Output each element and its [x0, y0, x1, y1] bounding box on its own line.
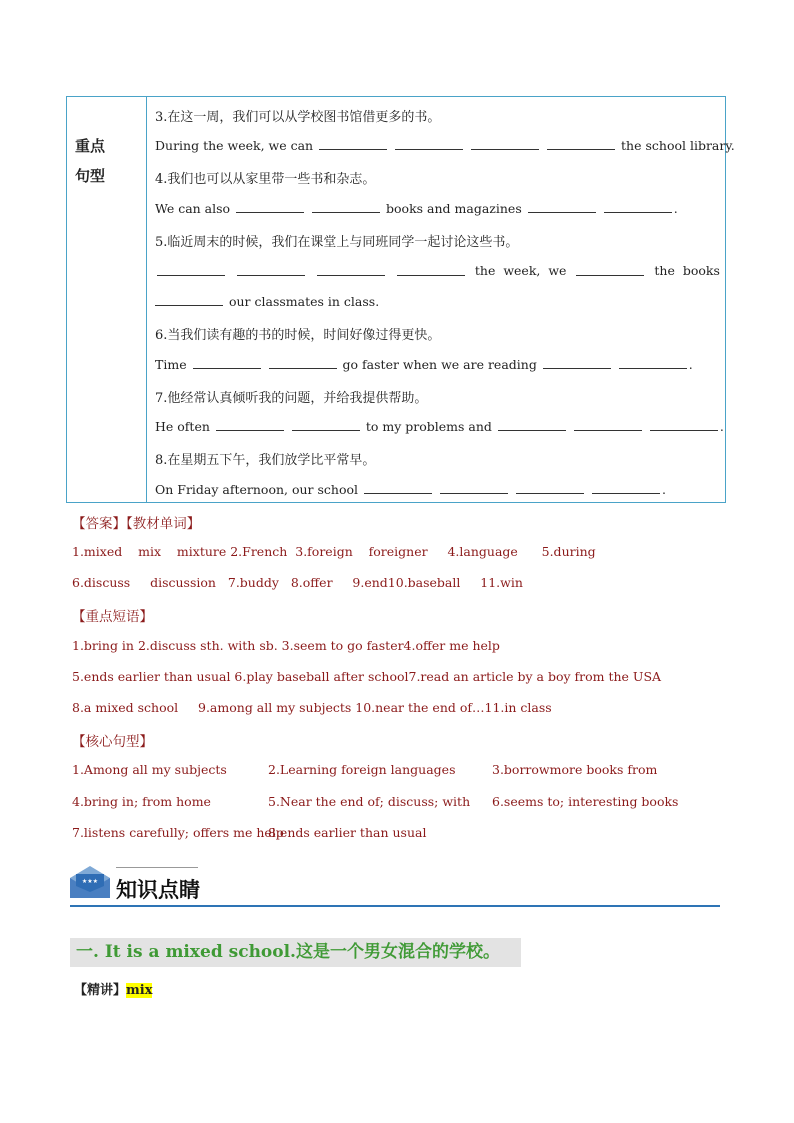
- sentence-answer: 1.Among all my subjects: [72, 762, 227, 777]
- phrases-answers-line2: 5.ends earlier than usual 6.play baseball after school7.read an article by a boy from the USA: [72, 669, 662, 684]
- blank[interactable]: [650, 418, 718, 431]
- sentence-7-chinese: 7.他经常认真倾听我的问题，并给我提供帮助。: [155, 391, 428, 406]
- blank[interactable]: [292, 418, 360, 431]
- sentence-5-word: the: [654, 263, 675, 278]
- sentence-7-text-b: to my problems and: [365, 419, 492, 434]
- blank[interactable]: [193, 356, 261, 369]
- vocab-answers-line1: 1.mixed mix mixture 2.French 3.foreign foreigner 4.language 5.during: [72, 544, 596, 559]
- blank[interactable]: [592, 481, 660, 494]
- svg-text:★★★: ★★★: [81, 878, 99, 885]
- key-sentences-table: [66, 96, 735, 503]
- sentence-5-english-line1: [155, 263, 720, 278]
- blank[interactable]: [364, 481, 432, 494]
- sentence-7-english: [155, 418, 724, 434]
- sentence-5-word: we: [548, 263, 567, 278]
- sentence-6-chinese: 6.当我们读有趣的书的时候，时间好像过得更快。: [155, 328, 441, 343]
- phrases-answers-line1: 1.bring in 2.discuss sth. with sb. 3.seem to go faster4.offer me help: [72, 638, 500, 653]
- blank[interactable]: [619, 356, 687, 369]
- sentence-8-english: [155, 481, 666, 497]
- sentence-4-english: [155, 200, 678, 216]
- blank[interactable]: [395, 137, 463, 150]
- phrases-answers-line3: 8.a mixed school 9.among all my subjects 10.near the end of…11.in class: [72, 700, 552, 715]
- blank[interactable]: [576, 263, 644, 276]
- blank[interactable]: [471, 137, 539, 150]
- blank[interactable]: [236, 200, 304, 213]
- point-title: 一. It is a mixed school.这是一个男女混合的学校。: [70, 938, 521, 967]
- section-heading: [68, 860, 720, 910]
- sentences-header: 【核心句型】: [72, 734, 153, 750]
- sentence-answer: 4.bring in; from home: [72, 794, 211, 809]
- explanation-label: [74, 979, 152, 998]
- table-label-line1: 重点: [75, 137, 106, 155]
- sentence-answer: 7.listens carefully; offers me help: [72, 825, 284, 840]
- sentence-7-text-a: He often: [155, 419, 210, 434]
- blank[interactable]: [547, 137, 615, 150]
- blank[interactable]: [574, 418, 642, 431]
- table-label-line2: 句型: [75, 167, 106, 185]
- phrases-header: 【重点短语】: [72, 609, 153, 625]
- blank[interactable]: [528, 200, 596, 213]
- sentence-answer: 6.seems to; interesting books: [492, 794, 679, 809]
- blank[interactable]: [397, 263, 465, 276]
- sentence-7-text-c: .: [719, 419, 724, 434]
- section-title: 知识点睛: [116, 878, 200, 902]
- explanation-tag: 【精讲】: [74, 983, 127, 998]
- sentence-5-text-b: our classmates in class.: [228, 294, 380, 309]
- sentence-4-chinese: 4.我们也可以从家里带一些书和杂志。: [155, 172, 376, 187]
- section-rule: [70, 905, 720, 907]
- blank[interactable]: [516, 481, 584, 494]
- sentence-5-english-line2: [155, 293, 379, 309]
- sentence-5-word: week,: [503, 263, 541, 278]
- sentence-3-english: [155, 137, 735, 153]
- highlighted-word: mix: [126, 983, 153, 998]
- sentence-3-text-b: the school library.: [621, 138, 735, 153]
- sentence-8-text-b: .: [661, 482, 666, 497]
- sentence-5-word: books: [682, 263, 720, 278]
- sentence-6-text-c: .: [688, 357, 693, 372]
- sentence-answer: 5.Near the end of; discuss; with: [268, 794, 471, 809]
- envelope-stars-icon: [68, 864, 112, 900]
- blank[interactable]: [319, 137, 387, 150]
- heading-top-line: [116, 867, 198, 868]
- blank[interactable]: [216, 418, 284, 431]
- blank[interactable]: [604, 200, 672, 213]
- blank[interactable]: [543, 356, 611, 369]
- sentence-3-text-a: During the week, we can: [155, 138, 314, 153]
- sentence-6-text-b: go faster when we are reading: [342, 357, 537, 372]
- blank[interactable]: [157, 263, 225, 276]
- blank[interactable]: [269, 356, 337, 369]
- blank[interactable]: [498, 418, 566, 431]
- table-divider: [146, 97, 147, 502]
- sentence-6-english: [155, 356, 693, 372]
- blank[interactable]: [155, 293, 223, 306]
- sentence-5-chinese: 5.临近周末的时候，我们在课堂上与同班同学一起讨论这些书。: [155, 235, 519, 250]
- sentence-answer: 3.borrowmore books from: [492, 762, 658, 777]
- sentence-answer: 2.Learning foreign languages: [268, 762, 456, 777]
- sentence-4-text-a: We can also: [155, 201, 231, 216]
- blank[interactable]: [440, 481, 508, 494]
- blank[interactable]: [312, 200, 380, 213]
- sentence-8-chinese: 8.在星期五下午，我们放学比平常早。: [155, 453, 376, 468]
- sentence-8-text-a: On Friday afternoon, our school: [155, 482, 359, 497]
- blank[interactable]: [237, 263, 305, 276]
- sentence-4-text-c: .: [673, 201, 678, 216]
- sentence-answer: 8.ends earlier than usual: [268, 825, 427, 840]
- sentence-4-text-b: books and magazines: [386, 201, 522, 216]
- blank[interactable]: [317, 263, 385, 276]
- vocab-answers-line2: 6.discuss discussion 7.buddy 8.offer 9.end10.baseball 11.win: [72, 575, 523, 590]
- sentence-3-chinese: 3.在这一周，我们可以从学校图书馆借更多的书。: [155, 110, 441, 125]
- answers-header: 【答案】【教材单词】: [72, 516, 201, 532]
- sentence-6-text-a: Time: [155, 357, 187, 372]
- sentence-5-word: the: [474, 263, 496, 278]
